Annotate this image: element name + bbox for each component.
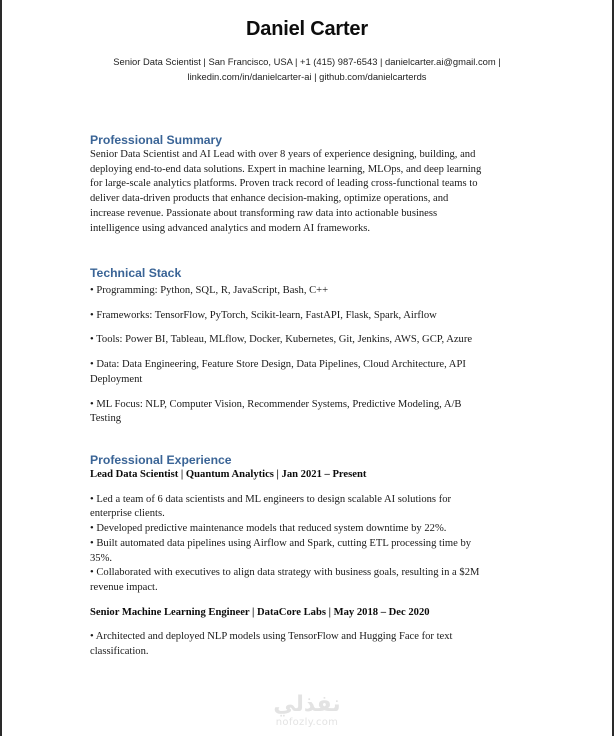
stack-item-line: • ML Focus: NLP, Computer Vision, Recommender Systems, Predictive Modeling, A/B bbox=[90, 398, 462, 410]
stack-item-line: • Frameworks: TensorFlow, PyTorch, Scikit-learn, FastAPI, Flask, Spark, Airflow bbox=[90, 309, 437, 321]
experience-heading: Professional Experience bbox=[90, 453, 232, 467]
stack-item-data bbox=[90, 358, 530, 387]
job-bullets bbox=[90, 630, 530, 659]
summary-line: deploying end-to-end data solutions. Expert in machine learning, MLOps, and deep learning bbox=[90, 163, 482, 175]
summary-line: increase revenue. Passionate about transforming raw data into actionable business bbox=[90, 207, 438, 219]
stack-item-frameworks bbox=[90, 309, 530, 324]
watermark-latin: nofozly.com bbox=[275, 717, 339, 728]
stack-item-line: • Tools: Power BI, Tableau, MLflow, Docker, Kubernetes, Git, Jenkins, AWS, GCP, Azure bbox=[90, 334, 473, 346]
stack-item-line: Testing bbox=[90, 413, 122, 425]
stack-item-line: • Data: Data Engineering, Feature Store Design, Data Pipelines, Cloud Architecture, API bbox=[90, 359, 466, 371]
stack-item-ml-focus bbox=[90, 398, 530, 427]
contact-line-2: linkedin.com/in/danielcarter-ai | github.com/danielcarterds bbox=[187, 71, 427, 82]
summary-line: for large-scale analytics platforms. Proven track record of leading cross-functional teams to bbox=[90, 178, 478, 190]
job-title: Senior Machine Learning Engineer | DataCore Labs | May 2018 – Dec 2020 bbox=[90, 606, 430, 618]
job-bullets bbox=[90, 493, 530, 596]
job-bullet-line: • Led a team of 6 data scientists and ML engineers to design scalable AI solutions for bbox=[90, 493, 452, 505]
technical-stack-section bbox=[90, 265, 530, 427]
experience-section bbox=[90, 452, 530, 660]
technical-stack-heading: Technical Stack bbox=[90, 266, 182, 280]
summary-section bbox=[90, 132, 530, 236]
summary-line: Senior Data Scientist and AI Lead with over 8 years of experience designing, building, and bbox=[90, 149, 476, 160]
stack-item-line: • Programming: Python, SQL, R, JavaScript, Bash, C++ bbox=[90, 285, 329, 296]
job-entry bbox=[90, 468, 530, 596]
job-entry bbox=[90, 606, 530, 660]
stack-item-tools bbox=[90, 333, 530, 348]
contact-line-1: Senior Data Scientist | San Francisco, USA | +1 (415) 987-6543 | danielcarter.ai@gmail.com | bbox=[113, 56, 501, 67]
job-title: Lead Data Scientist | Quantum Analytics | Jan 2021 – Present bbox=[90, 469, 367, 480]
summary-line: deliver data-driven products that enhance decision-making, optimize operations, and bbox=[90, 193, 449, 205]
watermark bbox=[0, 693, 614, 729]
job-bullet-line: • Collaborated with executives to align data strategy with business goals, resulting in a $2M bbox=[90, 567, 480, 579]
summary-heading: Professional Summary bbox=[90, 133, 223, 147]
stack-item-programming bbox=[90, 284, 530, 299]
job-bullet-line: revenue impact. bbox=[90, 581, 158, 593]
stack-item-line: Deployment bbox=[90, 373, 143, 385]
contact-info bbox=[0, 54, 614, 84]
page-frame-left bbox=[0, 0, 2, 736]
job-bullet-line: • Built automated data pipelines using Airflow and Spark, cutting ETL processing time by bbox=[90, 537, 472, 549]
watermark-arabic: نفذلي bbox=[273, 692, 341, 717]
job-bullet-line: 35%. bbox=[90, 552, 113, 564]
job-bullet-line: enterprise clients. bbox=[90, 508, 165, 520]
summary-line: intelligence using advanced analytics and modern AI frameworks. bbox=[90, 222, 371, 234]
candidate-name: Daniel Carter bbox=[246, 18, 368, 40]
summary-text bbox=[90, 148, 530, 236]
job-bullet-line: • Architected and deployed NLP models using TensorFlow and Hugging Face for text bbox=[90, 631, 453, 643]
job-bullet-line: classification. bbox=[90, 646, 149, 658]
job-bullet-line: • Developed predictive maintenance models that reduced system downtime by 22%. bbox=[90, 523, 447, 535]
